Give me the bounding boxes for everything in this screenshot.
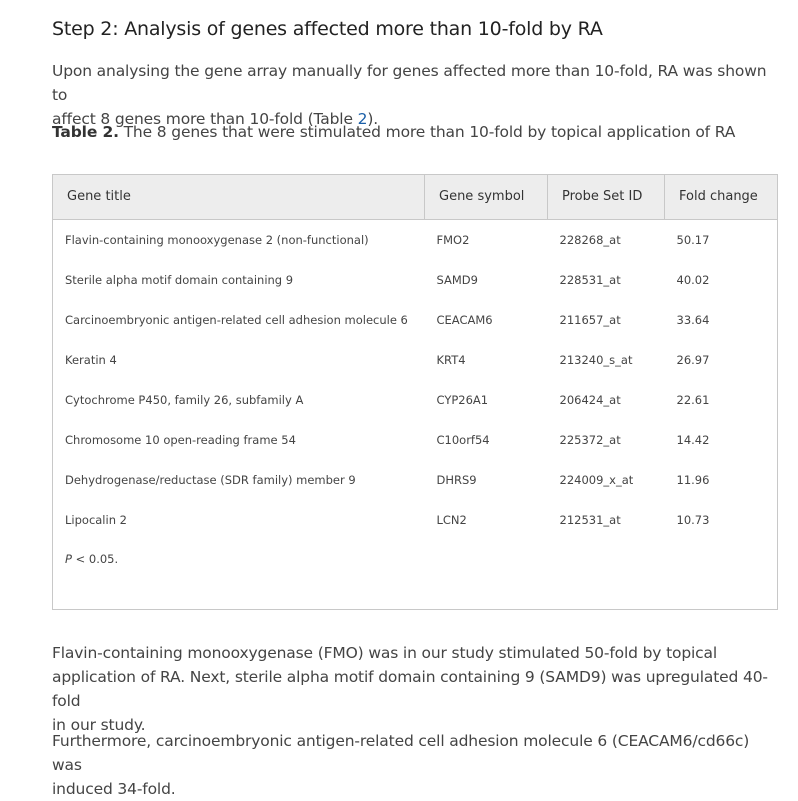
table-header-row — [53, 175, 777, 219]
table-row — [53, 380, 777, 420]
table-row — [53, 300, 777, 340]
cell-probe-set-id: 212531_at — [559, 512, 621, 527]
cell-gene-title: Sterile alpha motif domain containing 9 — [65, 272, 294, 287]
cell-gene-symbol: KRT4 — [436, 352, 466, 367]
cell-fold-change: 50.17 — [676, 232, 710, 247]
cell-fold-change: 14.42 — [676, 432, 710, 447]
cell-gene-title: Keratin 4 — [65, 352, 117, 367]
table-row — [53, 460, 777, 500]
cell-gene-symbol: FMO2 — [436, 232, 470, 247]
cell-probe-set-id: 225372_at — [559, 432, 621, 447]
genes-table — [53, 175, 777, 540]
cell-probe-set-id: 213240_s_at — [559, 352, 633, 367]
cell-gene-title: Cytochrome P450, family 26, subfamily A — [65, 392, 304, 407]
ceacam6-line-2: induced 34-fold. — [52, 780, 176, 798]
cell-gene-symbol: C10orf54 — [436, 432, 490, 447]
table-row — [53, 500, 777, 540]
cell-probe-set-id: 211657_at — [559, 312, 621, 327]
cell-gene-symbol: SAMD9 — [436, 272, 478, 287]
cell-fold-change: 10.73 — [676, 512, 710, 527]
cell-gene-title: Carcinoembryonic antigen-related cell adhesion molecule 6 — [65, 312, 408, 327]
section-heading: Step 2: Analysis of genes affected more than 10-fold by RA — [52, 18, 603, 40]
fmo-line-3: in our study. — [52, 716, 146, 734]
cell-fold-change: 40.02 — [676, 272, 710, 287]
cell-fold-change: 11.96 — [676, 472, 710, 487]
cell-gene-symbol: CYP26A1 — [436, 392, 489, 407]
cell-fold-change: 33.64 — [676, 312, 710, 327]
intro-line-2-start: affect 8 genes more than 10-fold (Table — [52, 110, 358, 128]
table-row — [53, 340, 777, 380]
intro-line-2-end: ). — [367, 110, 379, 128]
cell-fold-change: 26.97 — [676, 352, 710, 367]
fmo-line-2: application of RA. Next, sterile alpha motif domain containing 9 (SAMD9) was upregulated 40-fold — [52, 668, 768, 710]
genes-table-container — [52, 174, 778, 610]
cell-gene-title: Lipocalin 2 — [65, 512, 127, 527]
table-caption-text: The 8 genes that were stimulated more than 10-fold by topical application of RA — [118, 123, 736, 141]
cell-gene-title: Dehydrogenase/reductase (SDR family) member 9 — [65, 472, 356, 487]
footnote-p-symbol: P — [65, 552, 72, 566]
fmo-paragraph — [52, 641, 782, 737]
cell-gene-title: Chromosome 10 open-reading frame 54 — [65, 432, 296, 447]
cell-probe-set-id: 224009_x_at — [559, 472, 634, 487]
cell-gene-symbol: LCN2 — [436, 512, 467, 527]
header-gene-title: Gene title — [53, 175, 425, 219]
cell-gene-title: Flavin-containing monooxygenase 2 (non-functional) — [65, 232, 369, 247]
cell-probe-set-id: 206424_at — [559, 392, 621, 407]
table-row — [53, 219, 777, 260]
ceacam6-paragraph — [52, 729, 782, 801]
table-caption — [52, 120, 735, 144]
cell-probe-set-id: 228531_at — [559, 272, 621, 287]
cell-gene-symbol: DHRS9 — [436, 472, 477, 487]
fmo-line-1: Flavin-containing monooxygenase (FMO) was in our study stimulated 50-fold by topical — [52, 644, 718, 662]
table-footnote — [65, 552, 118, 566]
cell-probe-set-id: 228268_at — [559, 232, 621, 247]
header-gene-symbol: Gene symbol — [425, 175, 548, 219]
header-fold-change: Fold change — [665, 175, 778, 219]
footnote-text: < 0.05. — [71, 552, 119, 566]
cell-fold-change: 22.61 — [676, 392, 710, 407]
table-2-link[interactable]: 2 — [357, 110, 368, 128]
ceacam6-line-1: Furthermore, carcinoembryonic antigen-related cell adhesion molecule 6 (CEACAM6/cd66c) was — [52, 732, 750, 774]
header-probe-set-id: Probe Set ID — [548, 175, 665, 219]
table-caption-label: Table 2. — [52, 123, 119, 141]
table-row — [53, 260, 777, 300]
intro-line-1: Upon analysing the gene array manually for genes affected more than 10-fold, RA was shown to — [52, 62, 767, 104]
cell-gene-symbol: CEACAM6 — [436, 312, 493, 327]
table-row — [53, 420, 777, 460]
